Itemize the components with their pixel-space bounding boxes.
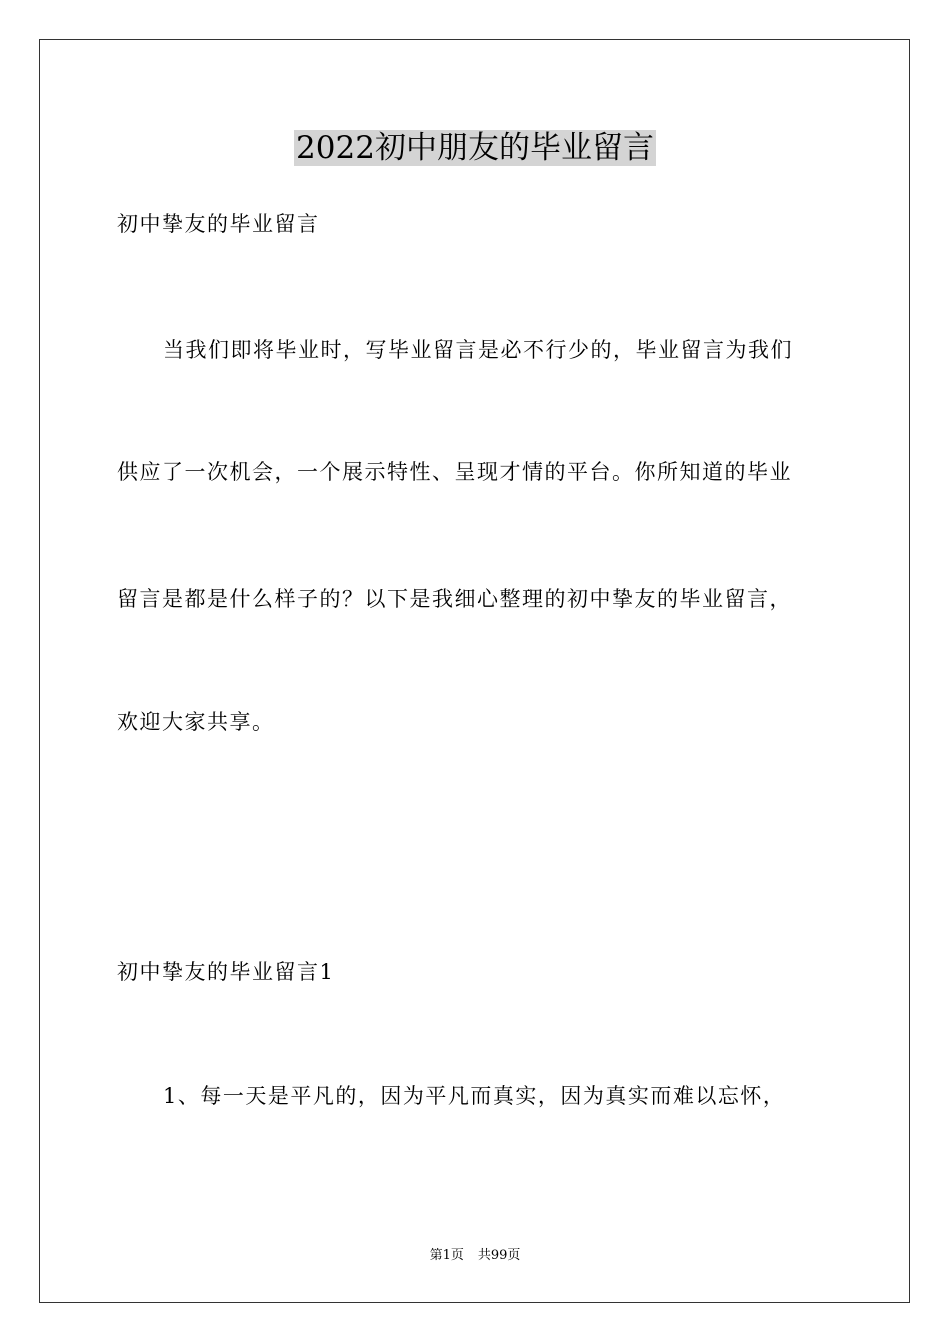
document-title xyxy=(0,128,950,168)
page-footer xyxy=(0,1247,950,1265)
section-first-line: 1、每一天是平凡的，因为平凡而真实，因为真实而难以忘怀， xyxy=(163,1084,786,1108)
document-title-text: 2022初中朋友的毕业留言 xyxy=(296,130,654,166)
document-subtitle: 初中挚友的毕业留言 xyxy=(117,212,320,236)
intro-line-2: 供应了一次机会，一个展示特性、呈现才情的平台。你所知道的毕业 xyxy=(117,460,792,484)
intro-line-1: 当我们即将毕业时，写毕业留言是必不行少的，毕业留言为我们 xyxy=(163,338,793,362)
intro-line-4: 欢迎大家共享。 xyxy=(117,710,275,734)
section-heading: 初中挚友的毕业留言1 xyxy=(117,960,335,984)
page-total: 共99页 xyxy=(477,1248,521,1263)
page-number: 第1页 xyxy=(429,1248,464,1263)
intro-line-3: 留言是都是什么样子的？以下是我细心整理的初中挚友的毕业留言， xyxy=(117,587,792,611)
